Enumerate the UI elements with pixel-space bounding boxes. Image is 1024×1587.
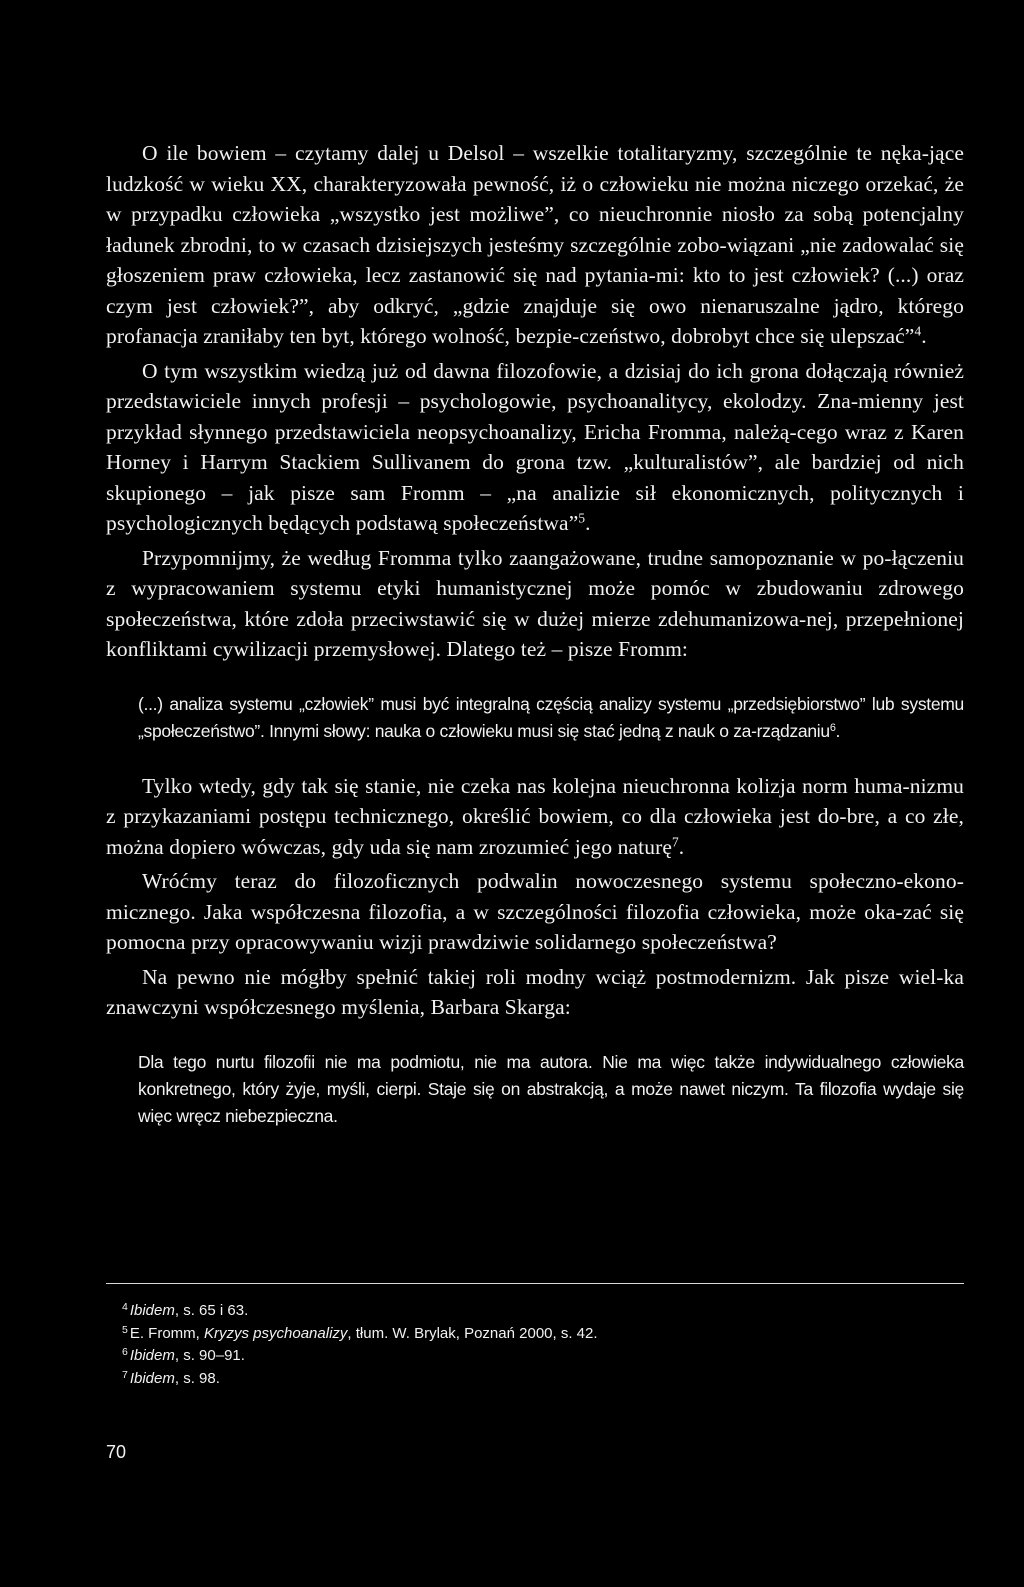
footnote-italic: Kryzys psychoanalizy bbox=[204, 1324, 348, 1342]
footnote-italic: Ibidem bbox=[129, 1302, 175, 1319]
paragraph-fromm-ethics bbox=[106, 543, 964, 665]
footnote-plain: E. Fromm, bbox=[129, 1324, 205, 1342]
footnote-number: 4 bbox=[122, 1301, 128, 1314]
paragraph-philosophy bbox=[106, 866, 964, 958]
footnote-7 bbox=[122, 1368, 922, 1391]
paragraph-tail: . bbox=[585, 511, 591, 535]
paragraph-humanism bbox=[106, 771, 964, 863]
main-text bbox=[106, 138, 964, 1156]
paragraph-text: Na pewno nie mógłby spełnić takiej roli modny wciąż postmodernizm. Jak pisze wiel-ka znawczyni współczesnego myślenia, Barbara Skarga: bbox=[106, 964, 964, 1019]
footnote-5 bbox=[122, 1323, 922, 1346]
paragraph-tail: . bbox=[921, 324, 927, 348]
footnote-italic: Ibidem bbox=[129, 1369, 175, 1387]
footnote-italic: Ibidem bbox=[129, 1347, 175, 1364]
footnote-rest: , s. 98. bbox=[174, 1369, 220, 1387]
block-quote-fromm bbox=[138, 691, 964, 745]
paragraph-text: O tym wszystkim wiedzą już od dawna filozofowie, a dzisiaj do ich grona dołączają również przedstawiciele innych profesji – psychologowie, psychoanalitycy, ekolodzy. Zna-mienny jest przykład słynnego przedstawiciela neopsychoanalizy, Ericha Fromma, należą-cego wraz z Karen Horney i Harrym Stackiem Sullivanem do grona tzw. „kulturalistów”, ale bardziej od nich skupionego – jak pisze sam Fromm – „na analizie sił ekonomicznych, politycznych i psychologicznych będących podstawą społeczeństwa” bbox=[106, 358, 964, 535]
paragraph-text: Tylko wtedy, gdy tak się stanie, nie czeka nas kolejna nieuchronna kolizja norm huma-nizmu z przykazaniami postępu technicznego, określić bowiem, co dla człowieka jest do-bre, a co złe, można dopiero wówczas, gdy uda się nam zrozumieć jego naturę bbox=[106, 773, 964, 859]
footnote-reference[interactable]: 7 bbox=[672, 834, 679, 850]
quote-text: Dla tego nurtu filozofii nie ma podmiotu, nie ma autora. Nie ma więc także indywidualnego człowieka konkretnego, który żyje, myśli, cierpi. Staje się on abstrakcją, a może nawet niczym. Ta filozofia wydaje się więc wręcz niebezpieczna. bbox=[138, 1051, 964, 1126]
paragraph-fromm-intro bbox=[106, 356, 964, 539]
quote-text: (...) analiza systemu „człowiek” musi być integralną częścią analizy systemu „przedsiębiorstwo” lub systemu „społeczeństwo”. Innymi słowy: nauka o człowieku musi się stać jedną z nauk o za-rządzaniu bbox=[138, 693, 964, 741]
footnote-6 bbox=[122, 1345, 922, 1368]
footnote-4 bbox=[122, 1300, 922, 1323]
page-number: 70 bbox=[106, 1442, 127, 1462]
footnote-number: 6 bbox=[122, 1346, 128, 1359]
paragraph-text: Wróćmy teraz do filozoficznych podwalin nowoczesnego systemu społeczno-ekono-micznego. Jaka współczesna filozofia, a w szczególności filozofia człowieka, może oka-zać się pomocna przy opracowywaniu wizji prawdziwie solidarnego społeczeństwa? bbox=[106, 869, 964, 954]
footnote-divider bbox=[106, 1283, 964, 1284]
paragraph-delsol bbox=[106, 138, 964, 352]
footnote-reference[interactable]: 4 bbox=[914, 323, 922, 339]
footnote-number: 5 bbox=[122, 1323, 128, 1336]
footnote-rest: , tłum. W. Brylak, Poznań 2000, s. 42. bbox=[347, 1324, 598, 1342]
footnote-reference[interactable]: 5 bbox=[578, 510, 586, 526]
footnote-reference[interactable]: 6 bbox=[829, 721, 836, 734]
footnotes bbox=[122, 1300, 922, 1390]
footnote-rest: , s. 90–91. bbox=[174, 1347, 245, 1364]
paragraph-tail: . bbox=[678, 834, 685, 859]
footnote-number: 7 bbox=[122, 1368, 128, 1381]
quote-tail: . bbox=[835, 720, 841, 741]
block-quote-skarga bbox=[138, 1049, 964, 1130]
paragraph-postmodernism bbox=[106, 962, 964, 1023]
paragraph-text: O ile bowiem – czytamy dalej u Delsol – wszelkie totalitaryzmy, szczególnie te nęka-jące ludzkość w wieku XX, charakteryzowała pewność, iż o człowieku nie można niczego orzekać, że w przypadku człowieka „wszystko jest możliwe”, co nieuchronnie niosło za sobą potencjalny ładunek zbrodni, to w czasach dzisiejszych jesteśmy szczególnie zobo-wiązani „nie zadowalać się głoszeniem praw człowieka, lecz zastanowić się nad pytania-mi: kto to jest człowiek? (...) oraz czym jest człowiek?”, aby odkryć, „gdzie znajduje się owo nienaruszalne jądro, którego profanacja zraniłaby ten byt, którego wolność, bezpie-czeństwo, dobrobyt chce się ulepszać” bbox=[106, 141, 964, 348]
footnote-rest: , s. 65 i 63. bbox=[174, 1302, 249, 1319]
paragraph-text: Przypomnijmy, że według Fromma tylko zaangażowane, trudne samopoznanie w po-łączeniu z wypracowaniem systemu etyki humanistycznej może pomóc w zbudowaniu zdrowego społeczeństwa, które zdoła przeciwstawić się w dużej mierze zdehumanizowa-nej, przepełnionej konfliktami cywilizacji przemysłowej. Dlatego też – pisze Fromm: bbox=[106, 545, 964, 661]
